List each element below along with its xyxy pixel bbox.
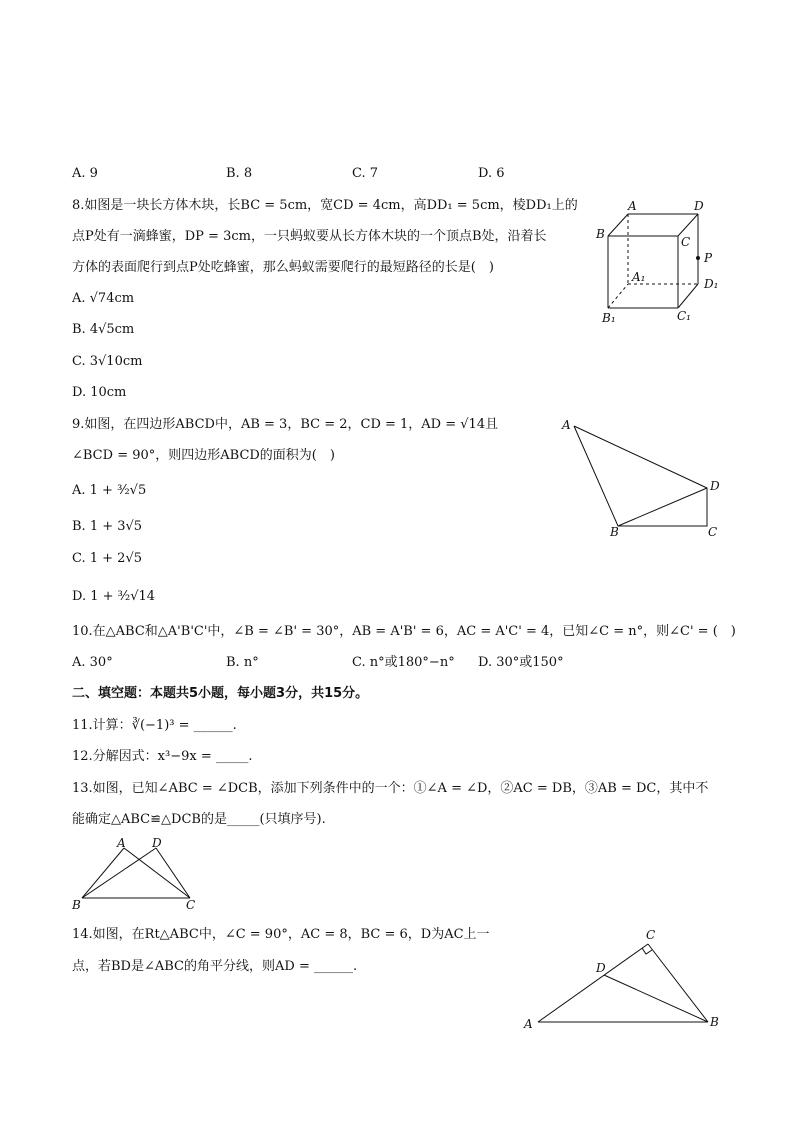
q10-stem: 10.在△ABC和△A'B'C'中，∠B = ∠B' = 30°，AB = A'B' = 6，AC = A'C' = 4，已知∠C = n°，则∠C' = ( ) xyxy=(72,624,736,639)
label-d1: D₁ xyxy=(704,277,719,291)
q10-option-d: D. 30°或150° xyxy=(478,655,564,670)
q14-stem-line-2: 点，若BD是∠ABC的角平分线，则AD = ______. xyxy=(72,959,358,974)
label-a1: A₁ xyxy=(632,270,646,284)
q13-stem-line-2: 能确定△ABC≌△DCB的是_____(只填序号). xyxy=(72,812,326,827)
label-a: A xyxy=(628,199,637,213)
label-c1: C₁ xyxy=(677,309,691,323)
q10-option-b: B. n° xyxy=(226,655,259,670)
q8-option-d: D. 10cm xyxy=(72,385,127,400)
label-a: A xyxy=(562,418,571,432)
q8-cuboid-figure xyxy=(590,196,730,326)
q13-triangles-figure xyxy=(66,836,206,912)
point-p-dot xyxy=(696,256,700,260)
label-b: B xyxy=(610,525,619,539)
label-d: D xyxy=(152,836,162,850)
q8-option-c: C. 3√10cm xyxy=(72,354,143,369)
q7-option-c: C. 7 xyxy=(352,166,379,181)
q9-option-d: D. 1 + ³⁄₂√14 xyxy=(72,589,156,604)
label-b1: B₁ xyxy=(602,311,616,325)
q9-option-c: C. 1 + 2√5 xyxy=(72,551,143,566)
q7-option-b: B. 8 xyxy=(226,166,253,181)
q8-stem-line-2: 点P处有一滴蜂蜜，DP = 3cm，一只蚂蚁要从长方体木块的一个顶点B处，沿着长 xyxy=(72,229,547,244)
q11-stem: 11.计算：∛(−1)³ = ______. xyxy=(72,718,237,733)
q7-option-a: A. 9 xyxy=(72,166,98,181)
q9-quadrilateral-figure xyxy=(560,412,730,542)
label-a: A xyxy=(117,836,126,850)
q8-option-b: B. 4√5cm xyxy=(72,322,135,337)
q10-option-a: A. 30° xyxy=(72,655,113,670)
q8-stem-line-1: 8.如图是一块长方体木块，长BC = 5cm，宽CD = 4cm，高DD₁ = 5cm，棱DD₁上的 xyxy=(72,198,578,213)
q13-stem-line-1: 13.如图，已知∠ABC = ∠DCB，添加下列条件中的一个：①∠A = ∠D，②AC = DB，③AB = DC，其中不 xyxy=(72,781,709,796)
q14-right-triangle-figure xyxy=(518,924,728,1036)
q12-stem: 12.分解因式：x³−9x = _____. xyxy=(72,749,253,764)
label-c: C xyxy=(186,898,196,912)
section-2-heading: 二、填空题：本题共5小题，每小题3分，共15分。 xyxy=(72,686,369,701)
label-b: B xyxy=(596,227,605,241)
label-d: D xyxy=(694,199,704,213)
label-a: A xyxy=(524,1017,533,1031)
label-c: C xyxy=(681,235,691,249)
label-b: B xyxy=(710,1015,719,1029)
q7-option-d: D. 6 xyxy=(478,166,505,181)
q9-stem-line-2: ∠BCD = 90°，则四边形ABCD的面积为( ) xyxy=(72,448,335,463)
q9-option-a: A. 1 + ³⁄₂√5 xyxy=(72,483,147,498)
q8-stem-line-3: 方体的表面爬行到点P处吃蜂蜜，那么蚂蚁需要爬行的最短路径的长是( ) xyxy=(72,260,494,275)
q14-stem-line-1: 14.如图，在Rt△ABC中，∠C = 90°，AC = 8，BC = 6，D为AC上一 xyxy=(72,927,490,942)
label-d: D xyxy=(710,479,720,493)
q9-option-b: B. 1 + 3√5 xyxy=(72,519,143,534)
q8-option-a: A. √74cm xyxy=(72,291,135,306)
label-b: B xyxy=(72,898,81,912)
label-c: C xyxy=(708,525,718,539)
label-p: P xyxy=(704,251,713,265)
q10-option-c: C. n°或180°−n° xyxy=(352,655,455,670)
q9-stem-line-1: 9.如图，在四边形ABCD中，AB = 3，BC = 2，CD = 1，AD = √14且 xyxy=(72,417,499,432)
label-c: C xyxy=(646,928,656,942)
label-d: D xyxy=(596,961,606,975)
